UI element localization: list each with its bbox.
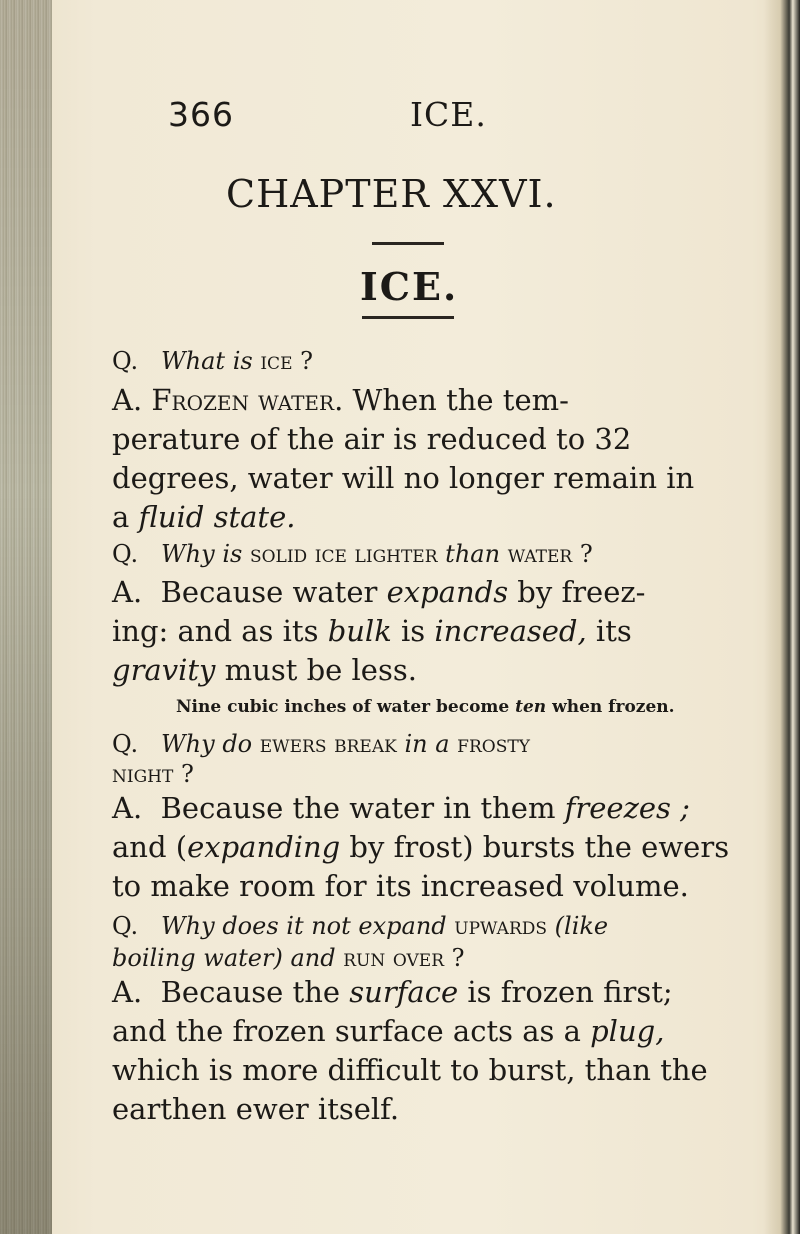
divider-rule — [362, 316, 454, 319]
question-1: Q. What is ice ? — [112, 347, 313, 375]
answer-3-line-3: to make room for its increased volume. — [112, 869, 689, 903]
answer-4-line-1: A. Because the surface is frozen first; — [112, 975, 673, 1009]
running-title: ICE. — [410, 95, 487, 134]
question-4-line-1: Q. Why does it not expand upwards (like — [112, 912, 609, 940]
answer-3-line-1: A. Because the water in them freezes ; — [112, 791, 690, 825]
answer-2-line-2: ing: and as its bulk is increased, its — [112, 614, 632, 648]
answer-4-line-3: which is more difficult to burst, than the — [112, 1053, 708, 1087]
answer-4-line-4: earthen ewer itself. — [112, 1092, 400, 1126]
question-4-line-2: boiling water) and run over ? — [112, 944, 465, 972]
section-title: ICE. — [360, 264, 459, 309]
footnote: Nine cubic inches of water become ten when frozen. — [176, 697, 675, 717]
answer-2-line-3: gravity must be less. — [112, 653, 417, 687]
answer-1-line-2: perature of the air is reduced to 32 — [112, 422, 632, 456]
answer-1-line-3: degrees, water will no longer remain in — [112, 461, 695, 495]
answer-1-line-4: a fluid state. — [112, 500, 296, 534]
answer-2-line-1: A. Because water expands by freez- — [112, 575, 646, 609]
question-text: What is ice ? — [161, 347, 313, 375]
answer-4-line-2: and the frozen surface acts as a plug, — [112, 1014, 665, 1048]
answer-1-line-1: A. Frozen water. When the tem- — [112, 383, 569, 417]
book-spine-shadow — [0, 0, 52, 1234]
chapter-title: CHAPTER XXVI. — [226, 172, 557, 216]
question-3-line-2: night ? — [112, 760, 194, 788]
divider-rule — [372, 242, 444, 245]
question-2: Q. Why is solid ice lighter than water ? — [112, 540, 593, 568]
question-3-line-1: Q. Why do ewers break in a frosty — [112, 730, 530, 758]
page-number: 366 — [168, 95, 234, 134]
answer-3-line-2: and (expanding by frost) bursts the ewers — [112, 830, 730, 864]
page-edge — [764, 0, 800, 1234]
